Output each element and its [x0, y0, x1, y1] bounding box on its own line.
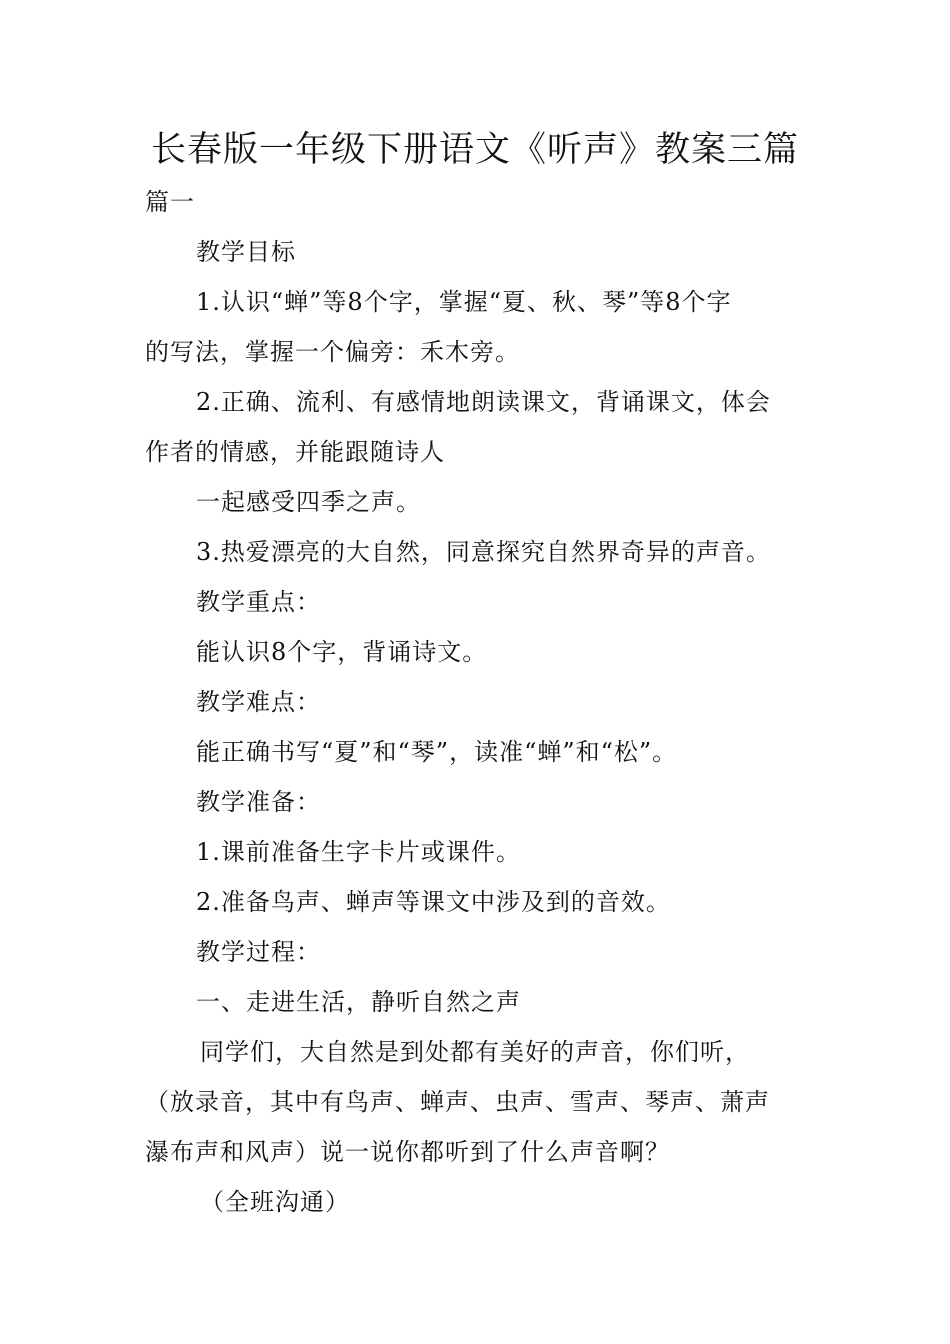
preparation-2: 2.准备鸟声、蝉声等课文中涉及到的音效。 — [196, 888, 671, 916]
section-label: 篇一 — [145, 188, 195, 216]
step-1-title: 一、走进生活，静听自然之声 — [196, 988, 521, 1016]
heading-preparation: 教学准备： — [196, 788, 321, 816]
step-1-paragraph-line-1: 同学们，大自然是到处都有美好的声音，你们听， — [200, 1038, 750, 1066]
step-1-paragraph-line-3: 瀑布声和风声）说一说你都听到了什么声音啊？ — [145, 1138, 670, 1166]
objective-2-line-1: 2.正确、流利、有感情地朗读课文，背诵课文，体会 — [196, 388, 771, 416]
difficult-points-text: 能正确书写“夏”和“琴”，读准“蝉”和“松”。 — [196, 738, 678, 766]
preparation-1: 1.课前准备生字卡片或课件。 — [196, 838, 521, 866]
heading-difficult-points: 教学难点： — [196, 688, 321, 716]
objective-2-line-3: 一起感受四季之声。 — [196, 488, 421, 516]
heading-objectives: 教学目标 — [196, 238, 296, 266]
objective-3: 3.热爱漂亮的大自然，同意探究自然界奇异的声音。 — [196, 538, 771, 566]
step-1-note: （全班沟通） — [200, 1188, 350, 1216]
heading-key-points: 教学重点： — [196, 588, 321, 616]
objective-1-line-1: 1.认识“蝉”等8个字，掌握“夏、秋、琴”等8个字 — [196, 288, 732, 316]
objective-2-line-2: 作者的情感，并能跟随诗人 — [145, 438, 445, 466]
step-1-paragraph-line-2: （放录音，其中有鸟声、蝉声、虫声、雪声、琴声、萧声 — [145, 1088, 770, 1116]
key-points-text: 能认识8个字，背诵诗文。 — [196, 638, 488, 666]
heading-process: 教学过程： — [196, 938, 321, 966]
objective-1-line-2: 的写法，掌握一个偏旁：禾木旁。 — [145, 338, 520, 366]
document-title: 长春版一年级下册语文《听声》教案三篇 — [150, 130, 799, 170]
